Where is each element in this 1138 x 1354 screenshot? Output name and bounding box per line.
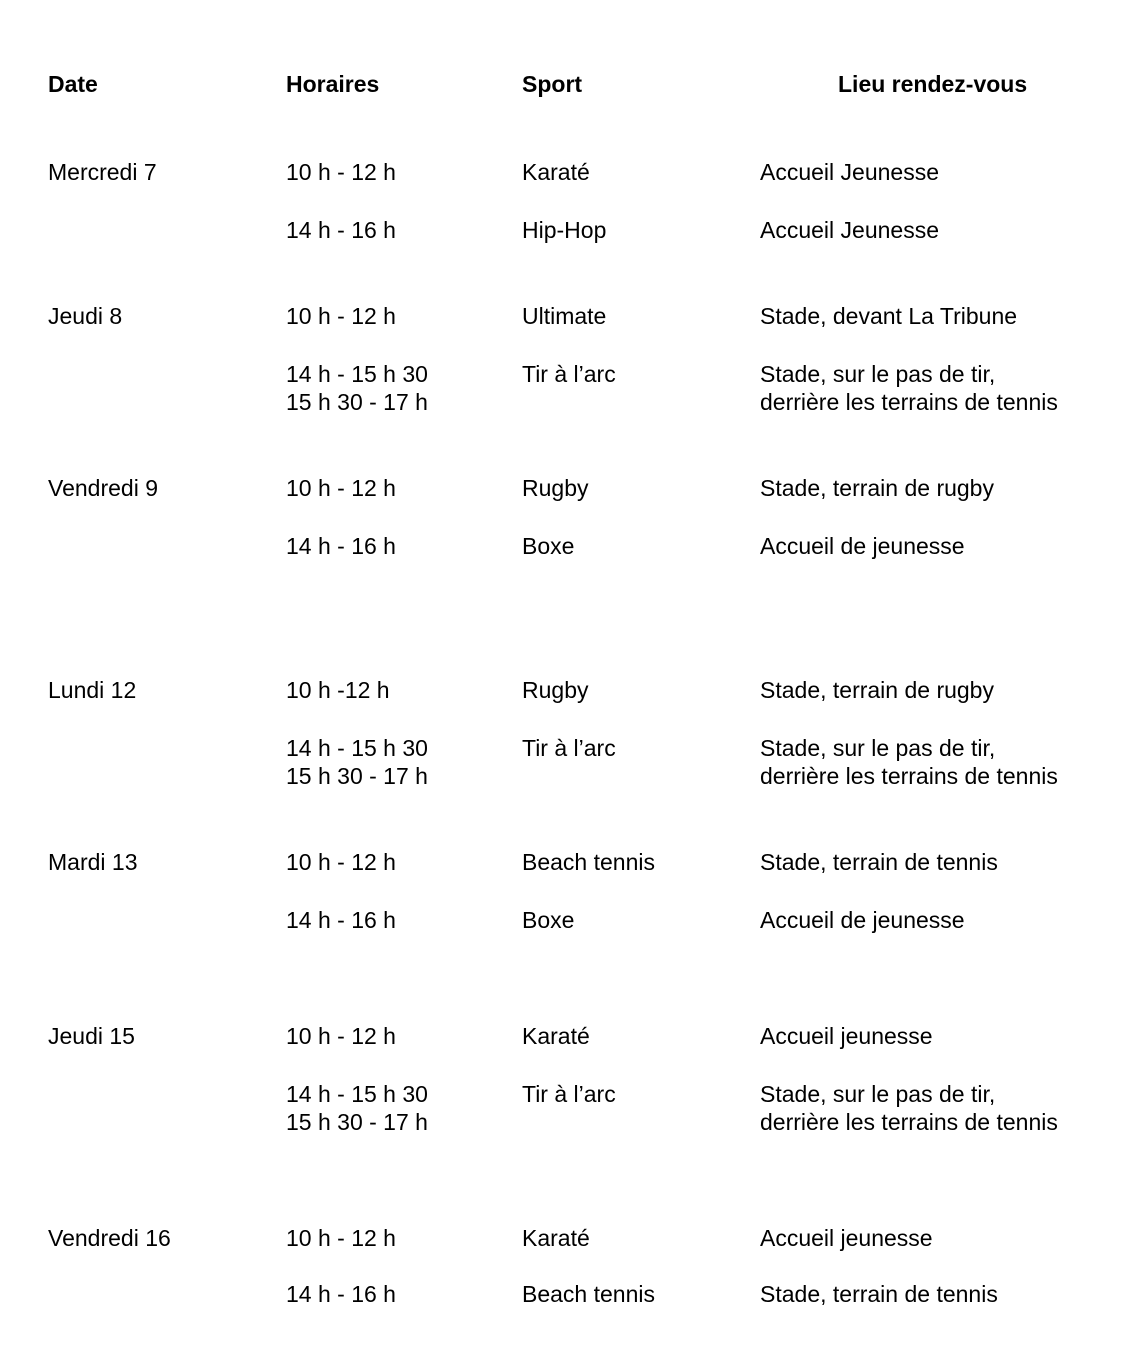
row-sport: Karaté: [522, 1023, 590, 1049]
row-sport: Karaté: [522, 1225, 590, 1251]
row-time-line: 14 h - 16 h: [286, 217, 396, 243]
row-time-line: 10 h - 12 h: [286, 475, 396, 501]
row-sport: Hip-Hop: [522, 217, 607, 243]
row-sport: Tir à l’arc: [522, 361, 616, 387]
row-time: [286, 906, 396, 934]
row-place-line: Stade, terrain de rugby: [760, 475, 994, 501]
row-place-line: Accueil de jeunesse: [760, 533, 965, 559]
row-place: [760, 532, 965, 560]
row-place: [760, 1280, 998, 1308]
row-sport: Boxe: [522, 907, 575, 933]
row-place-line: Stade, sur le pas de tir,: [760, 1081, 996, 1107]
row-time-line: 14 h - 16 h: [286, 533, 396, 559]
row-place: [760, 360, 1058, 416]
header-sport: Sport: [522, 71, 583, 97]
row-date: Mercredi 7: [48, 159, 157, 185]
row-time: [286, 302, 396, 330]
row-place: [760, 1022, 933, 1050]
header-date: Date: [48, 71, 98, 97]
row-time-line: 10 h - 12 h: [286, 1225, 396, 1251]
row-place: [760, 1080, 1058, 1136]
row-time: [286, 532, 396, 560]
row-place-line: Stade, terrain de tennis: [760, 849, 998, 875]
row-place-line: Accueil Jeunesse: [760, 159, 939, 185]
row-time-line: 10 h - 12 h: [286, 303, 396, 329]
header-horaires: Horaires: [286, 71, 380, 97]
row-place-line: Stade, devant La Tribune: [760, 303, 1018, 329]
row-time-line: 14 h - 16 h: [286, 1281, 396, 1307]
row-sport: Boxe: [522, 533, 575, 559]
row-place-line: derrière les terrains de tennis: [760, 389, 1058, 415]
row-sport: Tir à l’arc: [522, 1081, 616, 1107]
row-date: Lundi 12: [48, 677, 137, 703]
row-place-line: Stade, sur le pas de tir,: [760, 361, 996, 387]
row-time-line: 15 h 30 - 17 h: [286, 1109, 428, 1135]
row-time: [286, 848, 396, 876]
header-lieu: Lieu rendez-vous: [838, 71, 1028, 97]
row-sport: Rugby: [522, 475, 589, 501]
row-time: [286, 216, 396, 244]
row-place-line: Accueil de jeunesse: [760, 907, 965, 933]
row-time: [286, 1080, 428, 1136]
row-time-line: 15 h 30 - 17 h: [286, 763, 428, 789]
row-place-line: derrière les terrains de tennis: [760, 1109, 1058, 1135]
row-place: [760, 216, 939, 244]
row-place-line: Accueil jeunesse: [760, 1225, 933, 1251]
row-place: [760, 848, 998, 876]
row-place: [760, 1224, 933, 1252]
row-place-line: derrière les terrains de tennis: [760, 763, 1058, 789]
row-sport: Beach tennis: [522, 1281, 655, 1307]
row-place: [760, 158, 939, 186]
row-date: Vendredi 16: [48, 1225, 171, 1251]
row-sport: Beach tennis: [522, 849, 655, 875]
row-date: Jeudi 15: [48, 1023, 135, 1049]
row-place-line: Stade, terrain de rugby: [760, 677, 994, 703]
row-date: Mardi 13: [48, 849, 138, 875]
row-time-line: 10 h - 12 h: [286, 159, 396, 185]
row-time-line: 14 h - 15 h 30: [286, 361, 428, 387]
row-time: [286, 474, 396, 502]
row-time-line: 15 h 30 - 17 h: [286, 389, 428, 415]
row-place-line: Accueil Jeunesse: [760, 217, 939, 243]
row-sport: Ultimate: [522, 303, 607, 329]
row-time-line: 10 h -12 h: [286, 677, 390, 703]
row-time: [286, 1022, 396, 1050]
row-place: [760, 474, 994, 502]
row-time: [286, 158, 396, 186]
row-time: [286, 676, 390, 704]
row-place: [760, 676, 994, 704]
row-sport: Rugby: [522, 677, 589, 703]
row-time: [286, 1224, 396, 1252]
row-time-line: 10 h - 12 h: [286, 1023, 396, 1049]
row-date: Vendredi 9: [48, 475, 158, 501]
row-sport: Tir à l’arc: [522, 735, 616, 761]
row-time-line: 14 h - 15 h 30: [286, 1081, 428, 1107]
row-time: [286, 1280, 396, 1308]
row-time-line: 14 h - 15 h 30: [286, 735, 428, 761]
row-place: [760, 734, 1058, 790]
row-place-line: Stade, sur le pas de tir,: [760, 735, 996, 761]
row-place-line: Stade, terrain de tennis: [760, 1281, 998, 1307]
row-place: [760, 302, 1017, 330]
row-date: Jeudi 8: [48, 303, 123, 329]
row-time-line: 14 h - 16 h: [286, 907, 396, 933]
row-time-line: 10 h - 12 h: [286, 849, 396, 875]
row-time: [286, 734, 428, 790]
row-time: [286, 360, 428, 416]
row-sport: Karaté: [522, 159, 590, 185]
row-place-line: Accueil jeunesse: [760, 1023, 933, 1049]
row-place: [760, 906, 965, 934]
